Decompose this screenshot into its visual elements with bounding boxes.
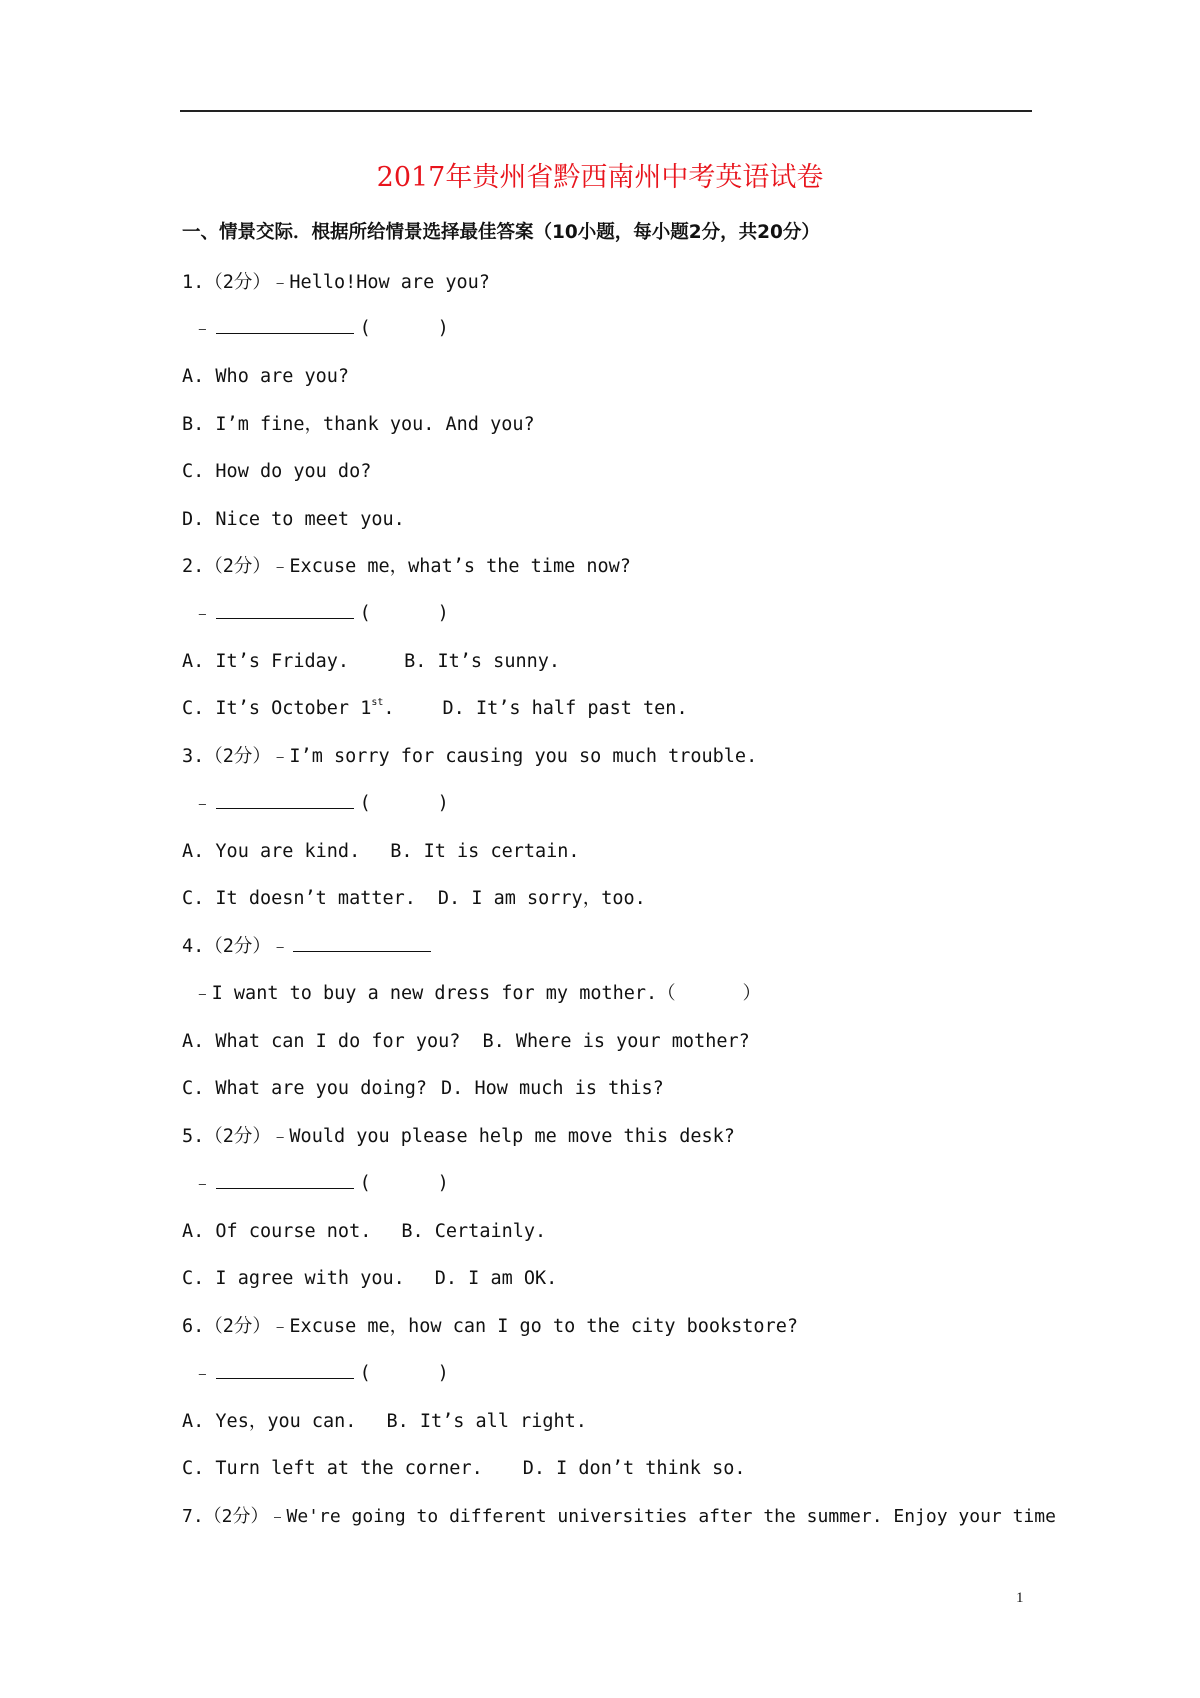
question-6-option-d: D. I don’t think so. xyxy=(522,1458,746,1479)
header-rule xyxy=(180,110,1032,112)
question-4-option-d: D. How much is this? xyxy=(441,1078,664,1099)
question-4-option-a: A. What can I do for you? xyxy=(182,1031,461,1052)
question-3-answer xyxy=(182,789,449,819)
answer-paren: ( ) xyxy=(359,793,449,814)
question-1-option-b: B. I’m fine，thank you. And you? xyxy=(182,414,535,435)
question-1-option-c: C. How do you do? xyxy=(182,461,372,482)
question-6-option-c: C. Turn left at the corner. xyxy=(182,1458,483,1479)
answer-blank[interactable] xyxy=(216,315,354,334)
question-3-options-row2 xyxy=(182,884,646,914)
question-5-options-row2 xyxy=(182,1264,557,1294)
question-6-options-row2 xyxy=(182,1454,746,1484)
question-3-options-row1 xyxy=(182,837,580,867)
question-4-option-b: B. Where is your mother? xyxy=(482,1031,750,1052)
answer-blank[interactable] xyxy=(216,1170,354,1189)
question-1-stem: 1.（2分）﹣Hello!How are you? xyxy=(182,272,490,293)
answer-blank[interactable] xyxy=(293,933,431,952)
question-3-option-a: A. You are kind. xyxy=(182,841,361,862)
question-2-option-b: B. It’s sunny. xyxy=(404,651,561,672)
question-6-stem: 6.（2分）﹣Excuse me，how can I go to the city bookstore? xyxy=(182,1316,798,1337)
answer-dash: ﹣ xyxy=(182,793,212,814)
answer-paren: ( ) xyxy=(359,318,449,339)
question-4-options-row2 xyxy=(182,1074,664,1104)
question-6-options-row1 xyxy=(182,1407,587,1437)
question-4-option-c: C. What are you doing? xyxy=(182,1078,428,1099)
answer-dash: ﹣ xyxy=(182,1173,212,1194)
question-5-option-d: D. I am OK. xyxy=(434,1268,558,1289)
question-2-option-d: D. It’s half past ten. xyxy=(442,698,688,719)
question-5-option-a: A. Of course not. xyxy=(182,1221,372,1242)
question-5-option-b: B. Certainly. xyxy=(401,1221,547,1242)
question-3-option-d: D. I am sorry，too. xyxy=(437,888,646,909)
question-5-stem: 5.（2分）﹣Would you please help me move this desk? xyxy=(182,1126,735,1147)
page-title: 2017年贵州省黔西南州中考英语试卷 xyxy=(376,162,824,193)
question-4-options-row1 xyxy=(182,1027,750,1057)
question-6-option-a: A. Yes，you can. xyxy=(182,1411,357,1432)
question-6-answer xyxy=(182,1359,449,1389)
section-heading: 一、情景交际．根据所给情景选择最佳答案（10小题，每小题2分，共20分） xyxy=(182,222,820,243)
question-3-option-c: C. It doesn’t matter. xyxy=(182,888,416,909)
question-2-answer xyxy=(182,599,449,629)
question-4-response: ﹣I want to buy a new dress for my mother.（ ） xyxy=(182,983,761,1004)
question-3-option-b: B. It is certain. xyxy=(390,841,580,862)
question-5-option-c: C. I agree with you. xyxy=(182,1268,405,1289)
answer-paren: ( ) xyxy=(359,603,449,624)
question-7-stem: 7.（2分）﹣We're going to different universities after the summer. Enjoy your time xyxy=(182,1506,1056,1527)
answer-paren: ( ) xyxy=(359,1363,449,1384)
question-3-stem: 3.（2分）﹣I’m sorry for causing you so much trouble. xyxy=(182,746,758,767)
question-2-option-a: A. It’s Friday. xyxy=(182,651,350,672)
answer-paren: ( ) xyxy=(359,1173,449,1194)
question-4-stem: 4.（2分）﹣ xyxy=(182,932,437,962)
question-2-options-row2 xyxy=(182,694,688,724)
question-1-option-a: A. Who are you? xyxy=(182,366,350,387)
question-1-answer xyxy=(182,314,449,344)
answer-dash: ﹣ xyxy=(182,318,212,339)
answer-blank[interactable] xyxy=(216,790,354,809)
question-2-options-row1 xyxy=(182,647,560,677)
question-6-option-b: B. It’s all right. xyxy=(386,1411,587,1432)
question-1-option-d: D. Nice to meet you. xyxy=(182,509,405,530)
answer-dash: ﹣ xyxy=(182,603,212,624)
answer-blank[interactable] xyxy=(216,600,354,619)
page-number: 1 xyxy=(1016,1590,1024,1606)
answer-blank[interactable] xyxy=(216,1360,354,1379)
question-5-options-row1 xyxy=(182,1217,546,1247)
question-2-option-c: C. It’s October 1st. xyxy=(182,697,395,719)
answer-dash: ﹣ xyxy=(182,1363,212,1384)
question-5-answer xyxy=(182,1169,449,1199)
question-2-stem: 2.（2分）﹣Excuse me，what’s the time now? xyxy=(182,556,631,577)
